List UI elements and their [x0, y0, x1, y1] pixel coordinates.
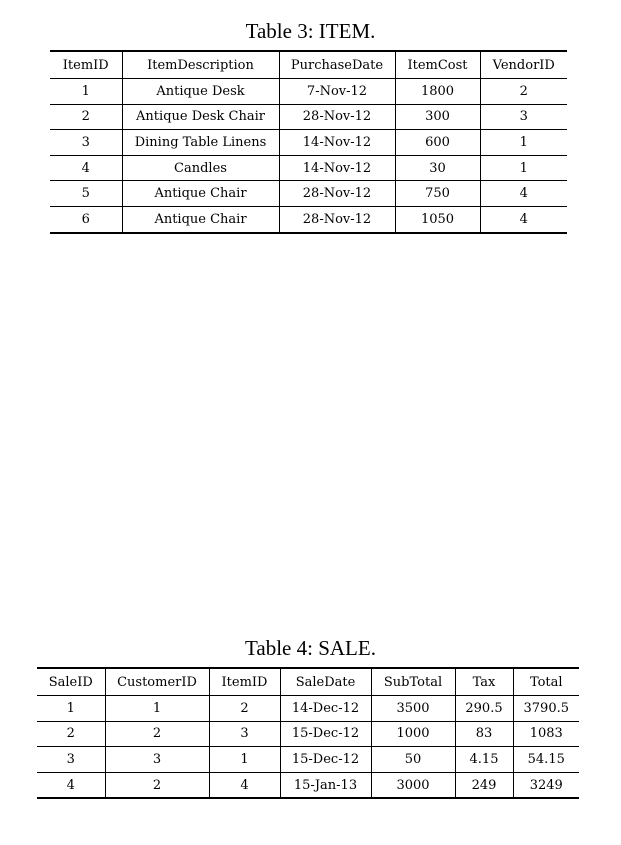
table-row: [50, 130, 567, 156]
column-header: ItemID: [50, 51, 122, 79]
table-cell: 4.15: [455, 747, 513, 773]
table-cell: 15-Jan-13: [280, 772, 371, 798]
table-cell: 28-Nov-12: [279, 104, 395, 130]
column-header: Total: [529, 674, 563, 690]
table-cell: 2: [50, 104, 122, 130]
table-cell: Antique Desk: [122, 79, 279, 105]
table-cell: 1: [105, 696, 209, 722]
table-cell: 1: [50, 79, 122, 105]
column-header: SubTotal: [371, 668, 455, 696]
table-cell: 2: [105, 772, 209, 798]
table-cell: 249: [455, 772, 513, 798]
table-cell: 1083: [529, 726, 563, 742]
table-cell: 4: [37, 772, 105, 798]
table-cell: Antique Desk Chair: [122, 104, 279, 130]
table-cell: 1: [519, 160, 528, 176]
table-row: [37, 747, 579, 773]
table-cell: 6: [50, 206, 122, 232]
table-cell: 1: [519, 134, 528, 150]
table-cell: 3: [50, 130, 122, 156]
table-cell: 7-Nov-12: [279, 79, 395, 105]
table-cell: 3790.5: [523, 700, 569, 716]
table-row: [50, 206, 567, 232]
table-cell: 300: [395, 104, 480, 130]
table-cell: 28-Nov-12: [279, 181, 395, 207]
item-table: [50, 50, 567, 234]
table-cell: 600: [395, 130, 480, 156]
column-header: ItemCost: [395, 51, 480, 79]
table-cell: 14-Dec-12: [280, 696, 371, 722]
table-cell: 15-Dec-12: [280, 721, 371, 747]
table4-caption: Table 4: SALE.: [245, 636, 376, 660]
column-header: CustomerID: [105, 668, 209, 696]
table-cell: 2: [519, 83, 528, 99]
table-cell: 14-Nov-12: [279, 130, 395, 156]
table-cell: 4: [50, 155, 122, 181]
table-row: [37, 696, 579, 722]
table-cell: 4: [519, 211, 528, 227]
column-header: PurchaseDate: [279, 51, 395, 79]
table-cell: 2: [105, 721, 209, 747]
table-cell: Antique Chair: [122, 181, 279, 207]
table-cell: Dining Table Linens: [122, 130, 279, 156]
table-row: [37, 721, 579, 747]
table-cell: 1800: [395, 79, 480, 105]
table-row: [50, 104, 567, 130]
table-cell: 28-Nov-12: [279, 206, 395, 232]
table-cell: 3249: [529, 777, 563, 793]
table-cell: 30: [395, 155, 480, 181]
table-cell: 3500: [371, 696, 455, 722]
table-cell: Candles: [122, 155, 279, 181]
table-cell: 1: [37, 696, 105, 722]
table-cell: 54.15: [527, 751, 565, 767]
table-row: [37, 772, 579, 798]
table3-caption: Table 3: ITEM.: [245, 19, 376, 43]
table-cell: 750: [395, 181, 480, 207]
table-header-row: [50, 51, 567, 79]
table-cell: 2: [37, 721, 105, 747]
table-cell: 83: [455, 721, 513, 747]
table-cell: 1000: [371, 721, 455, 747]
table-row: [50, 79, 567, 105]
table-cell: 5: [50, 181, 122, 207]
table-cell: 50: [371, 747, 455, 773]
table-cell: 3: [519, 109, 528, 125]
sale-table: [37, 667, 579, 799]
column-header: SaleID: [37, 668, 105, 696]
table-cell: 15-Dec-12: [280, 747, 371, 773]
table-cell: 4: [519, 186, 528, 202]
column-header: SaleDate: [280, 668, 371, 696]
table-cell: 3: [209, 721, 280, 747]
table-cell: 3000: [371, 772, 455, 798]
table-cell: Antique Chair: [122, 206, 279, 232]
table-cell: 3: [37, 747, 105, 773]
column-header: ItemDescription: [122, 51, 279, 79]
table-cell: 4: [209, 772, 280, 798]
table-cell: 1: [209, 747, 280, 773]
table-header-row: [37, 668, 579, 696]
table-cell: 1050: [395, 206, 480, 232]
column-header: VendorID: [492, 57, 555, 73]
table-row: [50, 181, 567, 207]
column-header: ItemID: [209, 668, 280, 696]
table-row: [50, 155, 567, 181]
table-cell: 14-Nov-12: [279, 155, 395, 181]
table-cell: 3: [105, 747, 209, 773]
column-header: Tax: [455, 668, 513, 696]
table-cell: 290.5: [455, 696, 513, 722]
table-cell: 2: [209, 696, 280, 722]
